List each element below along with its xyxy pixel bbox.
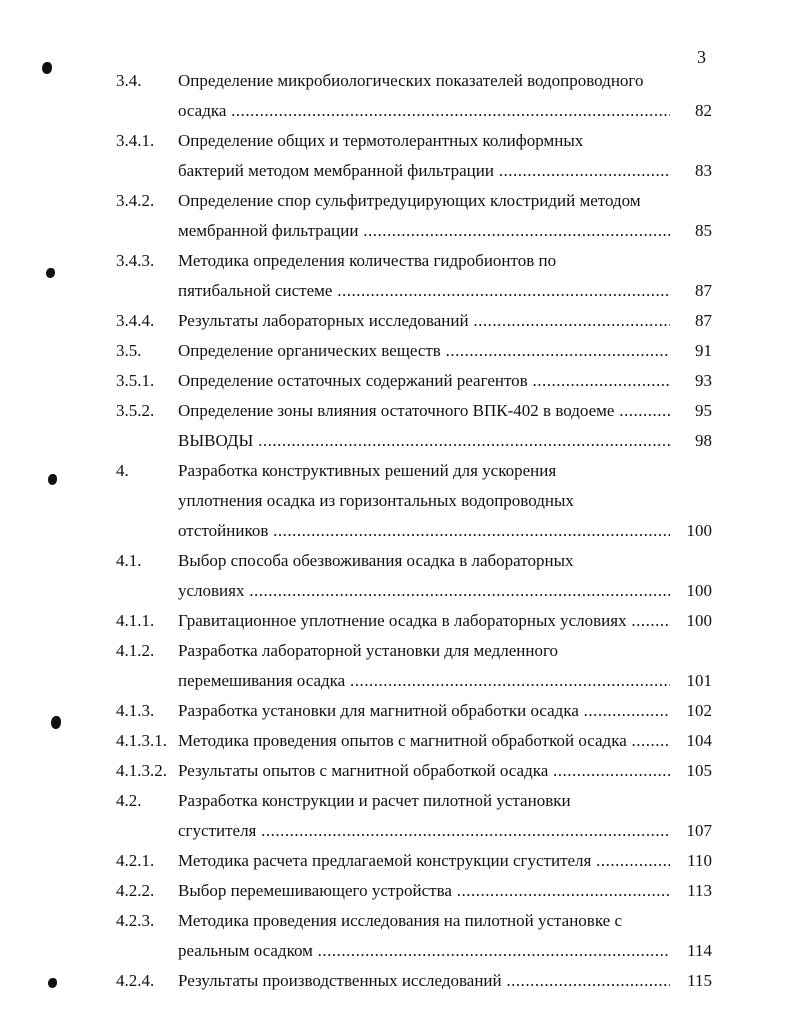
toc-entry-page: 110 (687, 851, 712, 870)
toc-entry-title: Результаты опытов с магнитной обработкой осадка ..... (178, 756, 670, 786)
toc-entry-title: Результаты производственных исследований ..... (178, 966, 670, 996)
toc-entry-line (0, 186, 799, 216)
toc-entry-title: уплотнения осадка из горизонтальных водопроводных (178, 491, 574, 510)
toc-entry-page: 100 (686, 521, 712, 540)
toc-entry-number: 4.1.1. (116, 611, 155, 630)
toc-entry-title: Определение общих и термотолерантных колиформных (178, 131, 584, 150)
toc-entry-title: Выбор перемешивающего устройства ..... (178, 876, 670, 906)
toc-entry-line (0, 636, 799, 666)
toc-entry-title: Определение остаточных содержаний реагентов ..... (178, 366, 670, 396)
toc-entry-line (0, 786, 799, 816)
toc-entry-line (0, 66, 799, 96)
toc-entry-line (0, 126, 799, 156)
toc-entry-line (0, 906, 799, 936)
toc-entry-number: 3.4.4. (116, 311, 155, 330)
toc-entry-number: 4.1.3.1. (116, 731, 167, 750)
toc-entry-line (0, 666, 799, 696)
toc-entry-line (0, 336, 799, 366)
toc-entry-line (0, 696, 799, 726)
toc-entry-number: 4.2.2. (116, 881, 155, 900)
toc-entry-page: 105 (686, 761, 712, 780)
toc-entry-line (0, 816, 799, 846)
toc-entry-title: Определение органических веществ ..... (178, 336, 670, 366)
toc-entry-title: бактерий методом мембранной фильтрации ..... (178, 156, 670, 186)
toc-entry-page: 87 (695, 311, 712, 330)
toc-entry-title: Методика проведения опытов с магнитной обработкой осадка ..... (178, 726, 670, 756)
toc-entry-title: Выбор способа обезвоживания осадка в лабораторных (178, 551, 574, 570)
toc-entry-line (0, 216, 799, 246)
toc-entry-title: пятибальной системе ..... (178, 276, 670, 306)
toc-entry-line (0, 546, 799, 576)
toc-entry-line (0, 456, 799, 486)
toc-entry-title: Разработка конструктивных решений для ускорения (178, 461, 557, 480)
toc-entry-page: 98 (695, 431, 712, 450)
toc-entry-number: 4.1.2. (116, 641, 155, 660)
toc-entry-title: Гравитационное уплотнение осадка в лабораторных условиях ..... (178, 606, 670, 636)
toc-entry-line (0, 366, 799, 396)
toc-entry-number: 4.2.1. (116, 851, 155, 870)
toc-entry-title: отстойников ..... (178, 516, 670, 546)
toc-entry-line (0, 756, 799, 786)
toc-entry-title: осадка ..... (178, 96, 670, 126)
toc-entry-line (0, 396, 799, 426)
toc-entry-line (0, 246, 799, 276)
toc-entry-number: 4. (116, 461, 129, 480)
toc-entry-title: Методика определения количества гидробионтов по (178, 251, 557, 270)
toc-entry-title: Методика проведения исследования на пилотной установке с (178, 911, 623, 930)
toc-entry-line (0, 876, 799, 906)
toc-entry-title: Разработка установки для магнитной обработки осадка ..... (178, 696, 670, 726)
toc-entry-number: 4.1.3.2. (116, 761, 167, 780)
toc-entry-line (0, 966, 799, 996)
toc-entry-line (0, 486, 799, 516)
toc-entry-line (0, 96, 799, 126)
toc-entry-page: 82 (695, 101, 712, 120)
toc-entry-number: 4.2.3. (116, 911, 155, 930)
toc-entry-number: 3.5.1. (116, 371, 155, 390)
toc-entry-title: Методика расчета предлагаемой конструкции сгустителя ..... (178, 846, 670, 876)
toc-entry-title: реальным осадком ..... (178, 936, 670, 966)
toc-entry-line (0, 516, 799, 546)
toc-entry-page: 102 (686, 701, 712, 720)
toc-entry-line (0, 846, 799, 876)
toc-entry-page: 93 (695, 371, 712, 390)
toc-entry-page: 100 (686, 581, 712, 600)
toc-entry-page: 100 (686, 611, 712, 630)
toc-entry-number: 3.4.1. (116, 131, 155, 150)
toc-entry-title: Разработка лабораторной установки для медленного (178, 641, 559, 660)
toc-entry-page: 101 (686, 671, 712, 690)
toc-entry-page: 114 (687, 941, 712, 960)
toc-entry-title: Результаты лабораторных исследований ..... (178, 306, 670, 336)
toc-entry-line (0, 606, 799, 636)
toc-entry-number: 3.4. (116, 71, 142, 90)
toc-entry-page: 83 (695, 161, 712, 180)
toc-entry-line (0, 276, 799, 306)
toc-entry-page: 107 (686, 821, 712, 840)
toc-entry-number: 4.1.3. (116, 701, 155, 720)
toc-entry-title: Определение спор сульфитредуцирующих клостридий методом (178, 191, 641, 210)
toc-entry-page: 95 (695, 401, 712, 420)
toc-entry-line (0, 426, 799, 456)
toc-entry-title: перемешивания осадка ..... (178, 666, 670, 696)
toc-entry-title: условиях ..... (178, 576, 670, 606)
toc-entry-title: Определение микробиологических показателей водопроводного (178, 71, 644, 90)
toc-entry-number: 3.4.3. (116, 251, 155, 270)
toc-entry-number: 3.5.2. (116, 401, 155, 420)
toc-entry-number: 3.5. (116, 341, 142, 360)
page-number: 3 (697, 47, 706, 67)
toc-entry-title: Разработка конструкции и расчет пилотной установки (178, 791, 571, 810)
toc-entry-page: 104 (686, 731, 712, 750)
toc-entry-title: Определение зоны влияния остаточного ВПК-402 в водоеме ..... (178, 396, 670, 426)
toc-entry-number: 4.2.4. (116, 971, 155, 990)
toc-entry-number: 4.1. (116, 551, 142, 570)
toc-entry-title: сгустителя ..... (178, 816, 670, 846)
toc-entry-page: 115 (687, 971, 712, 990)
toc-entry-page: 85 (695, 221, 712, 240)
toc-entry-page: 87 (695, 281, 712, 300)
toc-entry-number: 3.4.2. (116, 191, 155, 210)
toc-entry-title: мембранной фильтрации ..... (178, 216, 670, 246)
toc-entry-page: 91 (695, 341, 712, 360)
toc-entry-line (0, 156, 799, 186)
toc-entry-number: 4.2. (116, 791, 142, 810)
toc-entry-title: ВЫВОДЫ ..... (178, 426, 670, 456)
toc-entry-line (0, 936, 799, 966)
toc-entry-line (0, 306, 799, 336)
toc-entry-page: 113 (687, 881, 712, 900)
toc-entry-line (0, 726, 799, 756)
toc-entry-line (0, 576, 799, 606)
